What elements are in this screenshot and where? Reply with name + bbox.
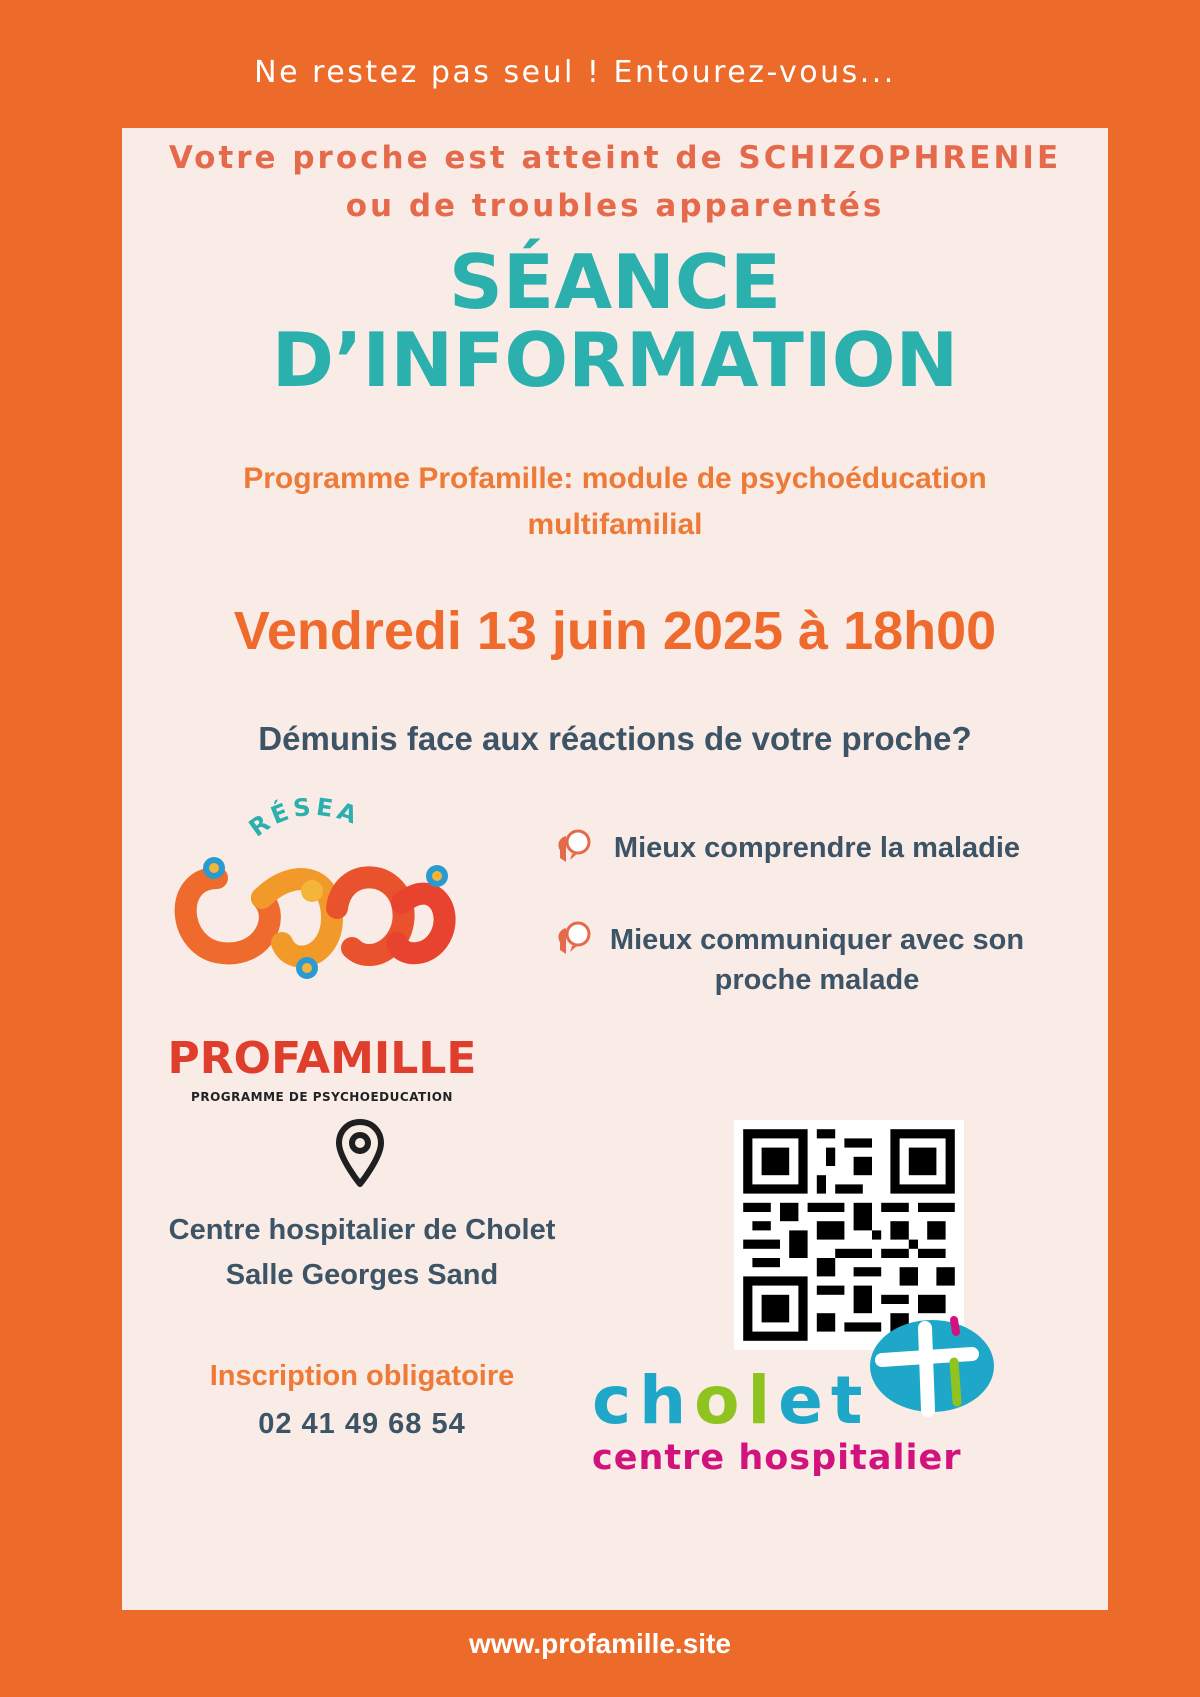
location-line-2: Salle Georges Sand <box>225 1259 499 1291</box>
location-line-1: Centre hospitalier de Cholet <box>168 1214 556 1246</box>
map-pin-icon <box>334 1118 386 1190</box>
program-line-2: multifamilial <box>527 508 703 541</box>
intro-line-2: ou de troubles apparentés <box>345 188 885 224</box>
head-speech-icon <box>554 828 594 868</box>
question: Démunis face aux réactions de votre proche? <box>258 720 972 757</box>
logo-reseau-text: RÉSEA <box>243 792 364 843</box>
flyer-card <box>122 128 1108 1610</box>
logo-loops <box>186 857 448 979</box>
program-line-1: Programme Profamille: module de psychoéducation <box>243 462 987 495</box>
cholet-wordmark-part-1: ch <box>592 1362 695 1439</box>
footer-url[interactable]: www.profamille.site <box>469 1628 731 1659</box>
title-line-1: SÉANCE <box>448 238 782 326</box>
cholet-wordmark <box>592 1362 870 1439</box>
benefit-2-line-2: proche malade <box>714 964 920 996</box>
cholet-wordmark-part-2: ol <box>694 1362 779 1439</box>
tagline: Ne restez pas seul ! Entourez-vous... <box>254 55 896 90</box>
intro-line-1: Votre proche est atteint de SCHIZOPHRENIE <box>168 140 1062 176</box>
profamille-logo-art <box>162 768 482 1058</box>
benefit-1: Mieux comprendre la maladie <box>613 832 1021 864</box>
phone-number[interactable]: 02 41 49 68 54 <box>258 1408 466 1440</box>
event-date: Vendredi 13 juin 2025 à 18h00 <box>233 601 997 661</box>
title-line-2: D’INFORMATION <box>271 316 959 404</box>
svg-text:RÉSEAU <box>162 768 364 842</box>
cholet-cross-icon <box>862 1310 997 1420</box>
cholet-hospital-logo <box>592 1310 1092 1500</box>
head-speech-icon <box>554 920 594 960</box>
cholet-wordmark-part-3: et <box>778 1362 871 1439</box>
logo-subtitle: PROGRAMME DE PSYCHOEDUCATION <box>191 1090 453 1104</box>
benefit-2-line-1: Mieux communiquer avec son <box>609 924 1025 956</box>
logo-name: PROFAMILLE <box>167 1033 477 1084</box>
profamille-logo <box>162 768 482 1058</box>
cholet-subtitle: centre hospitalier <box>592 1438 962 1478</box>
inscription-label: Inscription obligatoire <box>209 1360 515 1392</box>
